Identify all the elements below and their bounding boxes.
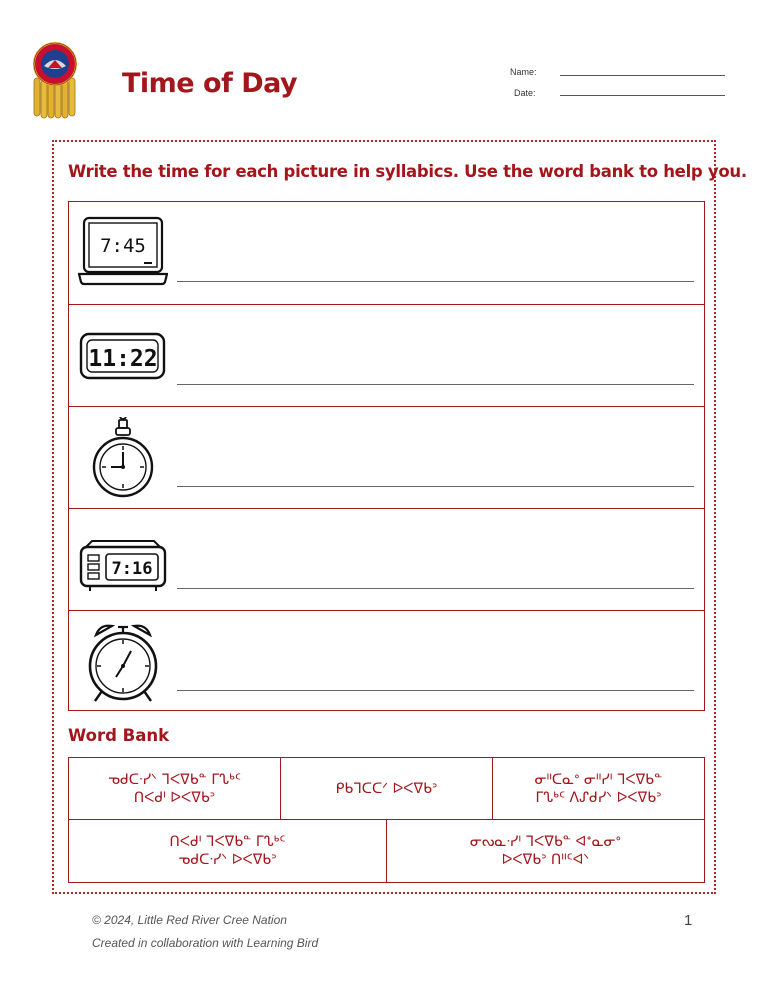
name-field-line[interactable] [560,75,725,76]
word-bank-item-line2: ᐅᐸᐁᑲᐣ ᑎᐦᑦᐊᐠ [501,852,590,868]
word-bank-heading: Word Bank [68,726,170,745]
instructions: Write the time for each picture in syllabics. Use the word bank to help you. [68,162,747,181]
word-bank-item-line1: ᓀᑯᑕᐧᓯᐠ ᒣᐸᐁᑲᓐ ᒥᔐᒃᑦ [108,771,241,788]
answer-line[interactable] [177,588,694,589]
word-bank-item [69,820,387,882]
laptop-icon [78,212,168,296]
word-bank [68,757,705,883]
credit: Created in collaboration with Learning Bird [92,936,319,950]
digital-clock-icon [78,315,168,399]
nation-logo [30,42,80,120]
alarm-radio-clock-icon [78,519,168,603]
answer-line[interactable] [177,384,694,385]
exercise-table [68,201,705,711]
answer-line[interactable] [177,486,694,487]
exercise-row [69,202,704,304]
exercise-row [69,610,704,712]
exercise-row [69,304,704,406]
date-field-line[interactable] [560,95,725,96]
word-bank-item-line1: ᑎᐸᑯᑊ ᒣᐸᐁᑲᓐ ᒥᔐᒃᑦ [169,834,286,850]
copyright: © 2024, Little Red River Cree Nation [92,913,287,927]
word-bank-item-line1: ᓂᐦᑕᓇᐤ ᓂᐦᓯᑊ ᒣᐸᐁᑲᓐ [534,771,663,788]
laptop-time: 7:45 [100,235,146,257]
page-title: Time of Day [122,68,298,99]
digital-clock-time: 11:22 [88,346,158,372]
word-bank-item [493,758,704,820]
word-bank-item [69,758,281,820]
exercise-row [69,406,704,508]
alarm-clock-icon [78,621,168,705]
radio-clock-time: 7:16 [111,559,153,579]
word-bank-item [281,758,493,820]
word-bank-item-line2: ᓀᑯᑕᐧᓯᐠ ᐅᐸᐁᑲᐣ [178,852,277,868]
date-label: Date: [514,88,536,98]
word-bank-item-line1: ᓂᔓᓇᐧᓯᑊ ᒣᐸᐁᑲᓐ ᐊᐩᓇᓂᐤ [470,834,621,850]
exercise-row [69,508,704,610]
page-number: 1 [684,912,693,929]
name-label: Name: [510,67,537,77]
word-bank-item-line2: ᑎᐸᑯᑊ ᐅᐸᐁᑲᐣ [133,789,216,806]
pocket-watch-icon [78,417,168,501]
word-bank-item [387,820,704,882]
answer-line[interactable] [177,690,694,691]
word-bank-item-line2: ᒥᔐᒃᑦ ᐱᔑᑯᓯᐠ ᐅᐸᐁᑲᐣ [535,789,662,806]
answer-line[interactable] [177,281,694,282]
word-bank-item-line1: ᑭᑲᒣᑕᑕᐟ ᐅᐸᐁᑲᐣ [335,780,438,797]
